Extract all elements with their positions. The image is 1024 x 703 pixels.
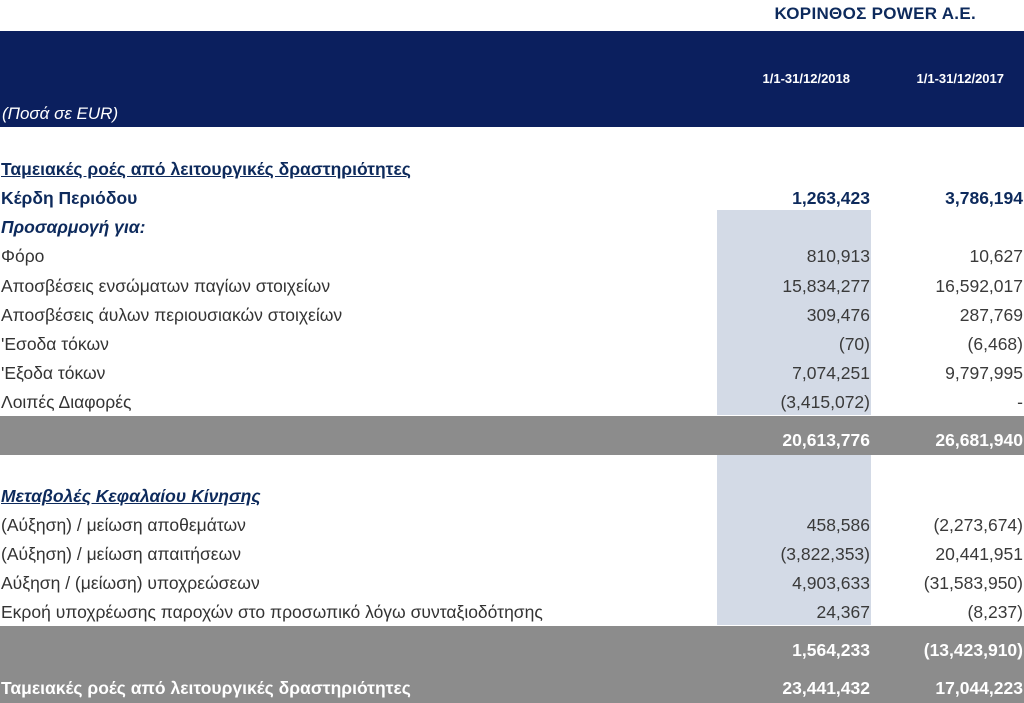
adjustments-title-text: Προσαρμογή για: [1, 217, 146, 237]
column-header-2018: 1/1-31/12/2018 [762, 71, 850, 86]
value-2018: (3,415,072) [780, 392, 870, 412]
row-label: (Αύξηση) / μείωση απαιτήσεων [1, 544, 242, 564]
table-row [0, 569, 1024, 598]
value-2018: (3,822,353) [780, 544, 870, 564]
table-row [0, 540, 1024, 569]
table-row [0, 511, 1024, 540]
subtotal-2018: 1,564,233 [792, 640, 870, 660]
column-header-2017: 1/1-31/12/2017 [916, 71, 1004, 86]
table-row [0, 242, 1024, 271]
value-2017: (6,468) [967, 334, 1023, 354]
value-2018: 7,074,251 [792, 363, 870, 383]
table-row [0, 388, 1024, 417]
value-2017: 287,769 [959, 305, 1023, 325]
table-row [0, 330, 1024, 359]
table-row [0, 598, 1024, 627]
subtotal-2017: (13,423,910) [923, 640, 1023, 660]
value-2018: 458,586 [806, 515, 870, 535]
value-2017: 10,627 [969, 246, 1023, 266]
row-label: Αποσβέσεις άυλων περιουσιακών στοιχείων [1, 305, 343, 325]
table-row [0, 359, 1024, 388]
row-label: (Αύξηση) / μείωση αποθεμάτων [1, 515, 246, 535]
value-2018: 4,903,633 [792, 573, 870, 593]
value-2017: 3,786,194 [945, 188, 1023, 208]
row-label: Αποσβέσεις ενσώματων παγίων στοιχείων [1, 276, 331, 296]
value-2018: 810,913 [806, 246, 870, 266]
value-2018: 24,367 [816, 602, 870, 622]
adjustments-title [0, 213, 1024, 242]
table-row [0, 301, 1024, 330]
section-title-text: Ταμειακές ροές από λειτουργικές δραστηριότητες [1, 159, 411, 179]
total-2017: 17,044,223 [935, 678, 1023, 698]
section-title-working-capital [0, 482, 1024, 511]
value-2017: (8,237) [967, 602, 1023, 622]
value-2017: 16,592,017 [935, 276, 1023, 296]
value-2017: (2,273,674) [933, 515, 1023, 535]
subtotal-2018: 20,613,776 [782, 430, 870, 450]
value-2018: 1,263,423 [792, 188, 870, 208]
value-2018: (70) [838, 334, 870, 354]
table-row [0, 272, 1024, 301]
row-label: Εκροή υποχρέωσης παροχών στο προσωπικό λόγω συνταξιοδότησης [1, 602, 543, 622]
value-2018: 15,834,277 [782, 276, 870, 296]
value-2017: 9,797,995 [945, 363, 1023, 383]
subtotal-band-working-capital [0, 626, 1024, 703]
company-name: ΚΟΡΙΝΘΟΣ POWER A.E. [774, 4, 976, 23]
table-header-band [0, 31, 1024, 127]
row-label: 'Εσοδα τόκων [1, 334, 109, 354]
value-2017: - [1017, 392, 1023, 412]
value-2017: (31,583,950) [923, 573, 1023, 593]
row-label: 'Εξοδα τόκων [1, 363, 106, 383]
section-title-operating [0, 155, 1024, 184]
row-label: Φόρο [1, 246, 45, 266]
row-label: Αύξηση / (μείωση) υποχρεώσεων [1, 573, 260, 593]
total-2018: 23,441,432 [782, 678, 870, 698]
value-2017: 20,441,951 [935, 544, 1023, 564]
subtotal-2017: 26,681,940 [935, 430, 1023, 450]
row-label: Λοιπές Διαφορές [1, 392, 132, 412]
total-row [0, 678, 1024, 703]
units-label: (Ποσά σε EUR) [2, 104, 119, 123]
row-label: Κέρδη Περιόδου [1, 188, 138, 208]
section-title-text: Μεταβολές Κεφαλαίου Κίνησης [1, 486, 261, 506]
total-label: Ταμειακές ροές από λειτουργικές δραστηριότητες [1, 678, 411, 698]
value-2018: 309,476 [806, 305, 870, 325]
profit-row [0, 184, 1024, 213]
subtotal-band-adjustments [0, 416, 1024, 455]
